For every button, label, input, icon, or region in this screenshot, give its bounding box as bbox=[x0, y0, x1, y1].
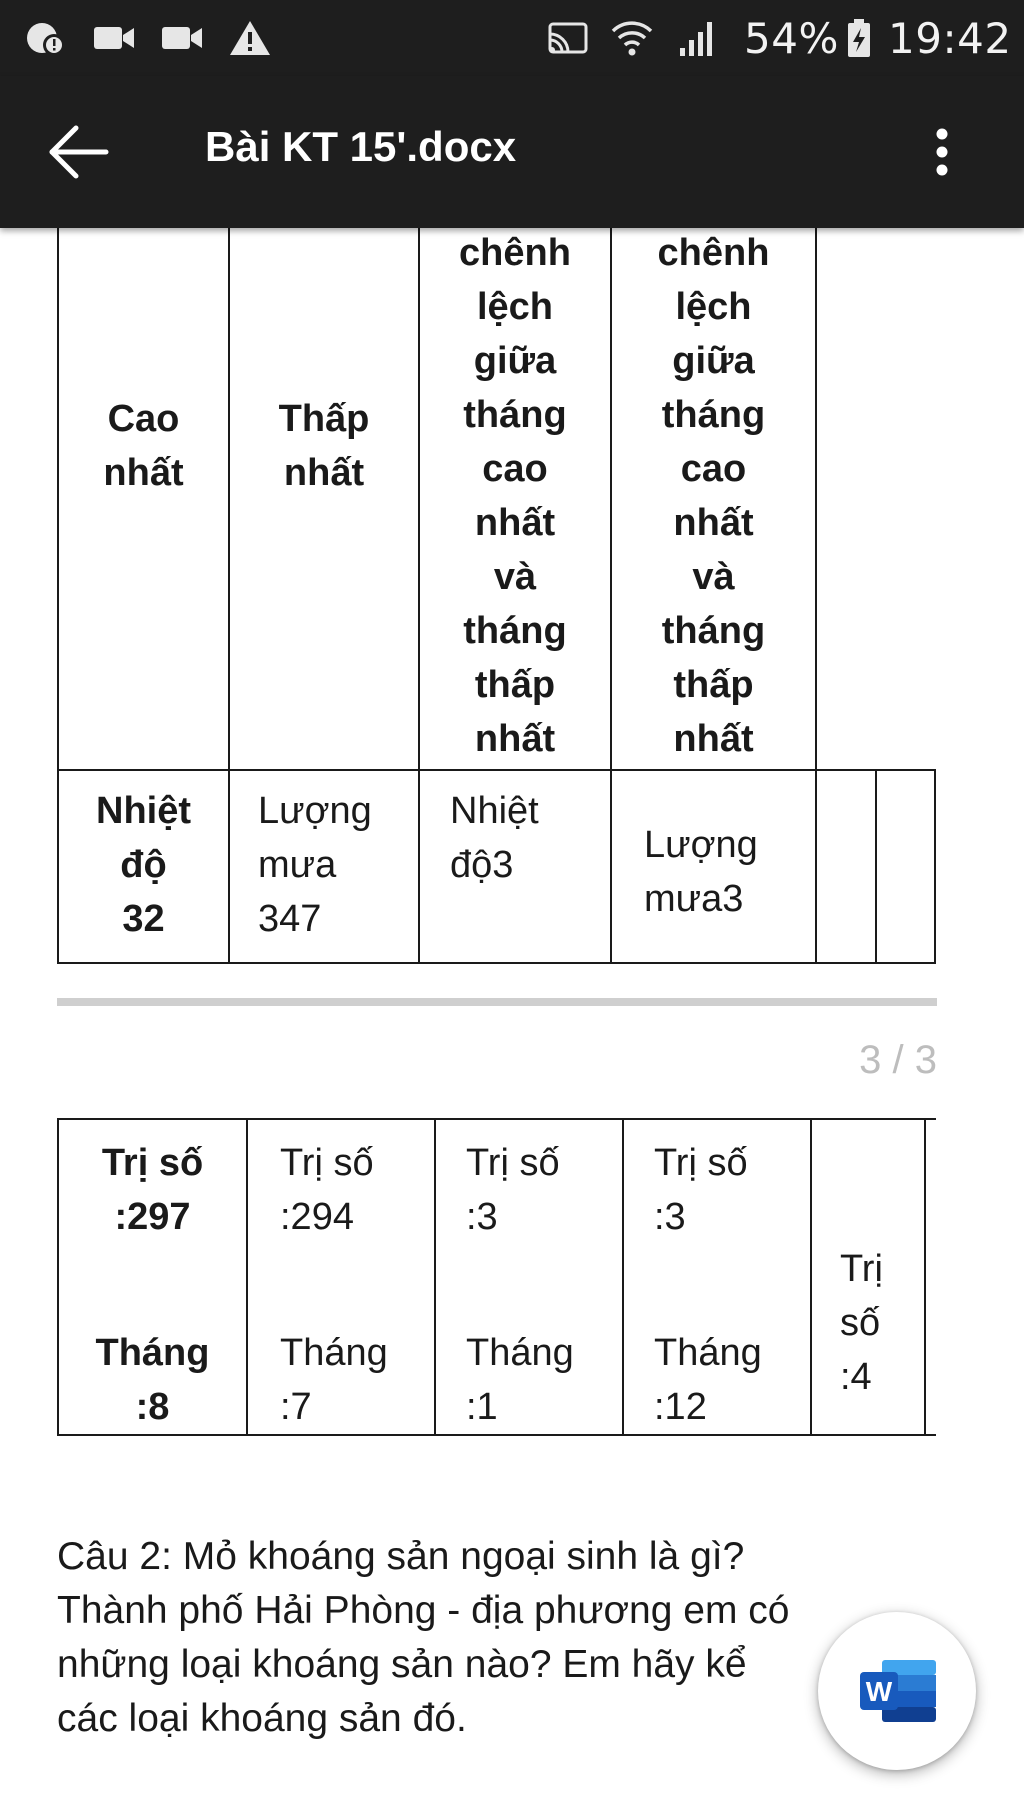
table-border bbox=[57, 962, 936, 964]
document-title: Bài KT 15'.docx bbox=[205, 123, 517, 170]
header-line: thấp bbox=[474, 664, 556, 706]
cell-line: Tháng bbox=[280, 1332, 388, 1374]
header-line: lệch bbox=[476, 286, 554, 328]
word-icon-letter: W bbox=[865, 1676, 893, 1707]
header-line: tháng bbox=[661, 610, 766, 652]
header-line: chênh bbox=[459, 232, 571, 274]
more-vertical-icon[interactable] bbox=[922, 124, 962, 180]
header-line: nhất bbox=[673, 502, 754, 544]
cell-line: :8 bbox=[135, 1386, 170, 1428]
table-border bbox=[815, 228, 817, 964]
header-line: và bbox=[692, 556, 735, 598]
question-paragraph bbox=[57, 1530, 937, 1746]
table-header-cell bbox=[59, 392, 228, 500]
header-line: nhất bbox=[474, 718, 556, 760]
table-cell bbox=[59, 1136, 246, 1244]
notification-icon bbox=[24, 18, 68, 58]
table-cell bbox=[654, 1136, 810, 1244]
cell-line: :4 bbox=[840, 1356, 872, 1398]
table-border bbox=[434, 1118, 436, 1436]
header-line: cao bbox=[482, 448, 548, 490]
cell-line: Trị bbox=[840, 1248, 883, 1290]
clock: 19:42 bbox=[888, 14, 1012, 63]
cast-icon bbox=[546, 18, 590, 58]
cell-line: Lượng bbox=[258, 790, 372, 832]
arrow-left-icon[interactable] bbox=[46, 124, 110, 180]
table-border bbox=[875, 769, 877, 964]
table-cell bbox=[280, 1326, 434, 1434]
header-line: thấp bbox=[673, 664, 754, 706]
page-indicator: 3 / 3 bbox=[859, 1038, 937, 1082]
cell-line: mưa bbox=[258, 844, 337, 886]
table-cell bbox=[450, 784, 610, 892]
table-cell bbox=[258, 784, 418, 946]
wifi-icon bbox=[610, 18, 654, 58]
cell-line: Trị số bbox=[101, 1142, 204, 1184]
header-line: và bbox=[493, 556, 537, 598]
table-border bbox=[57, 769, 936, 771]
video-camera-icon bbox=[92, 18, 136, 58]
paragraph-line: các loại khoáng sản đó. bbox=[57, 1697, 467, 1740]
cell-line: Tháng bbox=[654, 1332, 762, 1374]
video-camera-icon bbox=[160, 18, 204, 58]
table-cell bbox=[466, 1136, 622, 1244]
cell-line: :3 bbox=[654, 1196, 686, 1238]
table-border bbox=[924, 1118, 926, 1436]
battery-percentage: 54% bbox=[744, 14, 839, 63]
word-app-icon bbox=[858, 1658, 938, 1724]
table-border bbox=[934, 769, 936, 964]
header-line: nhất bbox=[474, 502, 556, 544]
header-line: tháng bbox=[661, 394, 766, 436]
header-line: Thấp bbox=[278, 398, 370, 440]
table-cell bbox=[466, 1326, 622, 1434]
header-line: giữa bbox=[672, 340, 755, 382]
cell-line: Tháng bbox=[466, 1332, 574, 1374]
document-viewer[interactable] bbox=[0, 228, 1024, 1820]
table-border bbox=[246, 1118, 248, 1436]
paragraph-line: Câu 2: Mỏ khoáng sản ngoại sinh là gì? bbox=[57, 1535, 745, 1578]
cell-line: Trị số bbox=[280, 1142, 374, 1184]
table-cell bbox=[840, 1242, 924, 1404]
table-border bbox=[228, 228, 230, 964]
cell-line: :3 bbox=[466, 1196, 498, 1238]
header-line: cao bbox=[680, 448, 747, 490]
cell-line: :12 bbox=[654, 1386, 707, 1428]
cell-line: Trị số bbox=[654, 1142, 748, 1184]
cell-line: :297 bbox=[114, 1196, 191, 1238]
cell-line: mưa3 bbox=[644, 878, 744, 920]
cell-line: :294 bbox=[280, 1196, 354, 1238]
header-line: tháng bbox=[463, 394, 567, 436]
header-line: Cao bbox=[107, 398, 180, 440]
table-cell bbox=[59, 1326, 246, 1434]
table-header-cell bbox=[230, 392, 418, 500]
cell-line: :7 bbox=[280, 1386, 312, 1428]
header-line: chênh bbox=[657, 232, 770, 274]
table-cell bbox=[280, 1136, 434, 1244]
cell-line: :1 bbox=[466, 1386, 498, 1428]
table-cell bbox=[59, 784, 228, 946]
cell-line: độ bbox=[120, 844, 167, 886]
header-line: giữa bbox=[473, 340, 557, 382]
cell-line: độ3 bbox=[450, 844, 514, 886]
header-line: lệch bbox=[675, 286, 752, 328]
paragraph-line: Thành phố Hải Phòng - địa phương em có bbox=[57, 1589, 790, 1632]
table-header-cell bbox=[420, 228, 610, 766]
open-in-word-button[interactable] bbox=[818, 1612, 976, 1770]
app-bar bbox=[0, 76, 1024, 228]
status-bar bbox=[0, 0, 1024, 76]
paragraph-line: những loại khoáng sản nào? Em hãy kể bbox=[57, 1643, 747, 1686]
cell-line: 32 bbox=[122, 898, 165, 940]
cell-line: 347 bbox=[258, 898, 322, 940]
cell-line: Trị số bbox=[466, 1142, 560, 1184]
battery-charging-icon bbox=[846, 18, 872, 58]
cell-line: Lượng bbox=[644, 824, 758, 866]
table-border bbox=[810, 1118, 812, 1436]
table-header-cell bbox=[612, 228, 815, 766]
warning-icon bbox=[228, 18, 272, 58]
header-line: nhất bbox=[283, 452, 365, 494]
signal-icon bbox=[676, 18, 720, 58]
table-cell bbox=[654, 1326, 810, 1434]
cell-line: Nhiệt bbox=[96, 790, 191, 832]
table-border bbox=[622, 1118, 624, 1436]
cell-line: Tháng bbox=[95, 1332, 210, 1374]
header-line: nhất bbox=[103, 452, 184, 494]
table-border bbox=[57, 1118, 936, 1120]
header-line: tháng bbox=[463, 610, 567, 652]
page-break-divider bbox=[57, 998, 937, 1006]
header-line: nhất bbox=[673, 718, 754, 760]
table-border bbox=[57, 1434, 936, 1436]
cell-line: số bbox=[840, 1302, 881, 1344]
table-cell bbox=[644, 818, 815, 926]
cell-line: Nhiệt bbox=[450, 790, 539, 832]
